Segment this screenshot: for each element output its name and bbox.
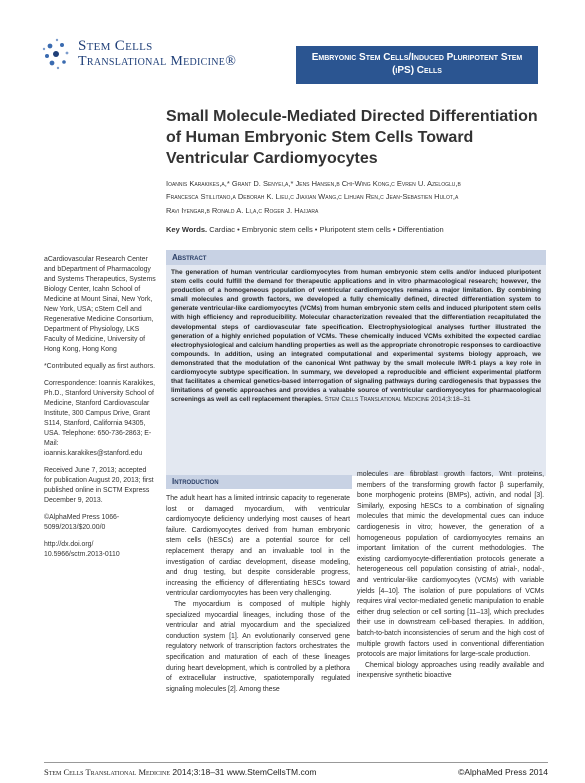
keywords-label: Key Words. xyxy=(166,225,208,234)
page-footer xyxy=(44,766,548,778)
logo-line-1: Stem Cells xyxy=(78,38,153,54)
keywords xyxy=(166,225,546,235)
intro-paragraph-1: The adult heart has a limited intrinsic capacity to regenerate lost or damaged myocardium, with ventricular cardiomyocyte deficiency underlying most causes of heart failure. Cardiomyocytes derived from human embryonic stem cells (hESCs) are a potential source for cell replacement therapy and an invaluable tool in the investigation of cardiac development, disease modeling, and drug testing, but despite considerable progress, increasing the efficiency of differentiating hESCs toward ventricular cardiomyocytes has been very challenging. xyxy=(166,495,350,598)
logo-line-2: Translational Medicine® xyxy=(78,54,237,69)
abstract-heading: Abstract xyxy=(166,250,546,265)
authors-line-1: Ioannis Karakikes,a,* Grant D. Senyei,a,* Jens Hansen,b Chi-Wing Kong,c Evren U. Azeloglu,b xyxy=(166,179,461,188)
abstract-box xyxy=(166,250,546,476)
section-banner xyxy=(296,46,538,84)
intro-paragraph-2: The myocardium is composed of multiple highly specialized myocardial lineages, including those of the ventricular and atrial myocardium and the specialized conduction system [1]. An evolutionarily conserved gene regulatory network of transcription factors orchestrates the specification and maturation of each of these lineages during heart development, which is controlled by a plethora of extracellular instructive, spatiotemporally regulated signaling molecules [2]. Among these xyxy=(166,600,350,693)
intro-paragraph-3: molecules are fibroblast growth factors, Wnt proteins, members of the transforming growth factor β superfamily, bone morphogenic proteins (BMPs), activin, and nodal [3]. Similarly, exposing hESCs to a combination of signaling molecules that mimic the developmental cues can induce cardiogenesis in vitro; however, the generation of a homogeneous population of cardiomyocytes remains an important limitation of the current methodologies. The existing cardiomyocyte-differentiation protocols generate a heterogeneous cell population consisting of atrial-, nodal-, and ventricular-like cardiomyocytes (VCMs) with variable yields [4–10]. The isolation of pure populations of VCMs requires viral vector-mediated genetic manipulation to enable either drug selection or cell sorting [11–13], which precludes their use in downstream cell-based therapies. In addition, batch-to-batch inconsistencies of serum and the high cost of multiple growth factors used in conventional differentiation protocols are major limitations for large-scale production. xyxy=(357,471,544,659)
article-title: Small Molecule-Mediated Directed Differentiation of Human Embryonic Stem Cells Toward Ventricular Cardiomyocytes xyxy=(166,108,538,167)
equal-contribution-note: *Contributed equally as first authors. xyxy=(44,363,156,370)
intro-paragraph-4: Chemical biology approaches using readily available and inexpensive synthetic bioactive xyxy=(357,661,544,680)
received-dates: Received June 7, 2013; accepted for publication August 20, 2013; first published online in SCTM Express December 9, 2013. xyxy=(44,467,154,504)
abstract-text: The generation of human ventricular cardiomyocytes from human embryonic stem cells and/or induced pluripotent stem cells could fulfill the demand for therapeutic applications and in vitro pharmacological research; however, the production of a homogeneous population of ventricular cardiomyocytes remains a major limitation. By combining small molecules and growth factors, we developed a fully chemically defined, directed differentiation system to generate ventricular-like cardiomyocytes (VCMs) from human embryonic stem cells and induced pluripotent stem cells with high efficiency and reproducibility. Molecular characterization revealed that the differentiation recapitulated the developmental steps of cardiovascular fate specification. Electrophysiological analyses further illustrated the generation of a highly enriched population of VCMs. These chemically induced VCMs exhibited the expected cardiac electrophysiological and calcium handling properties as well as the appropriate chronotropic responses to cardioactive compounds. In addition, using an integrated computational and experimental systems biology approach, we demonstrated that the modulation of the canonical Wnt pathway by the small molecule IWR-1 plays a key role in cardiomyocyte subtype specification. In summary, we developed a reproducible and efficient experimental platform that facilitates a chemical genetics-based interrogation of signaling pathways during cardiogenesis that bypasses the limitations of genetic approaches and provides a valuable source of ventricular cardiomyocytes for pharmacological screenings as well as cell replacement therapies. xyxy=(171,269,541,404)
doi-link[interactable]: http://dx.doi.org/ 10.5966/sctm.2013-0110 xyxy=(44,541,120,558)
cell-logo-icon xyxy=(40,36,76,72)
authors-line-3: Ravi Iyengar,b Ronald A. Li,a,c Roger J. Hajjara xyxy=(166,205,319,215)
footer-citation-url[interactable]: 2014;3:18–31 www.StemCellsTM.com xyxy=(172,767,317,777)
body-column-left xyxy=(166,494,350,695)
article-sidebar xyxy=(44,255,156,567)
footer-journal: Stem Cells Translational Medicine xyxy=(44,767,171,777)
introduction-heading: Introduction xyxy=(166,475,352,489)
abstract-body xyxy=(166,265,546,404)
footer-publisher: ©AlphaMed Press 2014 xyxy=(458,767,548,777)
abstract-citation: Stem Cells Translational Medicine 2014;3:18–31 xyxy=(324,396,471,404)
affiliations: aCardiovascular Research Center and bDepartment of Pharmacology and Systems Therapeutics, Systems Biology Center, Icahn School of Medicine at Mount Sinai, New York, New York, USA; cStem Cell and Regenerative Medicine Consortium, Department of Physiology, LKS Faculty of Medicine, University of Hong Kong, Hong Kong xyxy=(44,256,156,353)
author-list xyxy=(166,177,546,217)
authors-line-2: Francesca Stillitano,a Deborah K. Lieu,c Jiaxian Wang,c Lihuan Ren,c Jean-Sebastien Hulot,a xyxy=(166,192,459,202)
logo-text xyxy=(78,38,236,70)
journal-logo xyxy=(40,36,240,72)
correspondence: Correspondence: Ioannis Karakikes, Ph.D., Stanford University School of Medicine, Stanford Cardiovascular Institute, 300 Campus Drive, Grant S114, Stanford, California 94305, USA. Telephone: 650-736-2863; E-Mail: ioannis.karakikes@stanford.edu xyxy=(44,380,156,457)
footer-divider xyxy=(44,762,548,763)
section-banner-line-1: Embryonic Stem Cells/Induced Pluripotent Stem xyxy=(311,52,523,63)
section-banner-line-2: (iPS) Cells xyxy=(392,65,442,76)
copyright: ©AlphaMed Press 1066-5099/2013/$20.00/0 xyxy=(44,514,120,531)
keywords-list: Cardiac • Embryonic stem cells • Pluripotent stem cells • Differentiation xyxy=(209,225,444,234)
body-column-right xyxy=(357,470,544,682)
